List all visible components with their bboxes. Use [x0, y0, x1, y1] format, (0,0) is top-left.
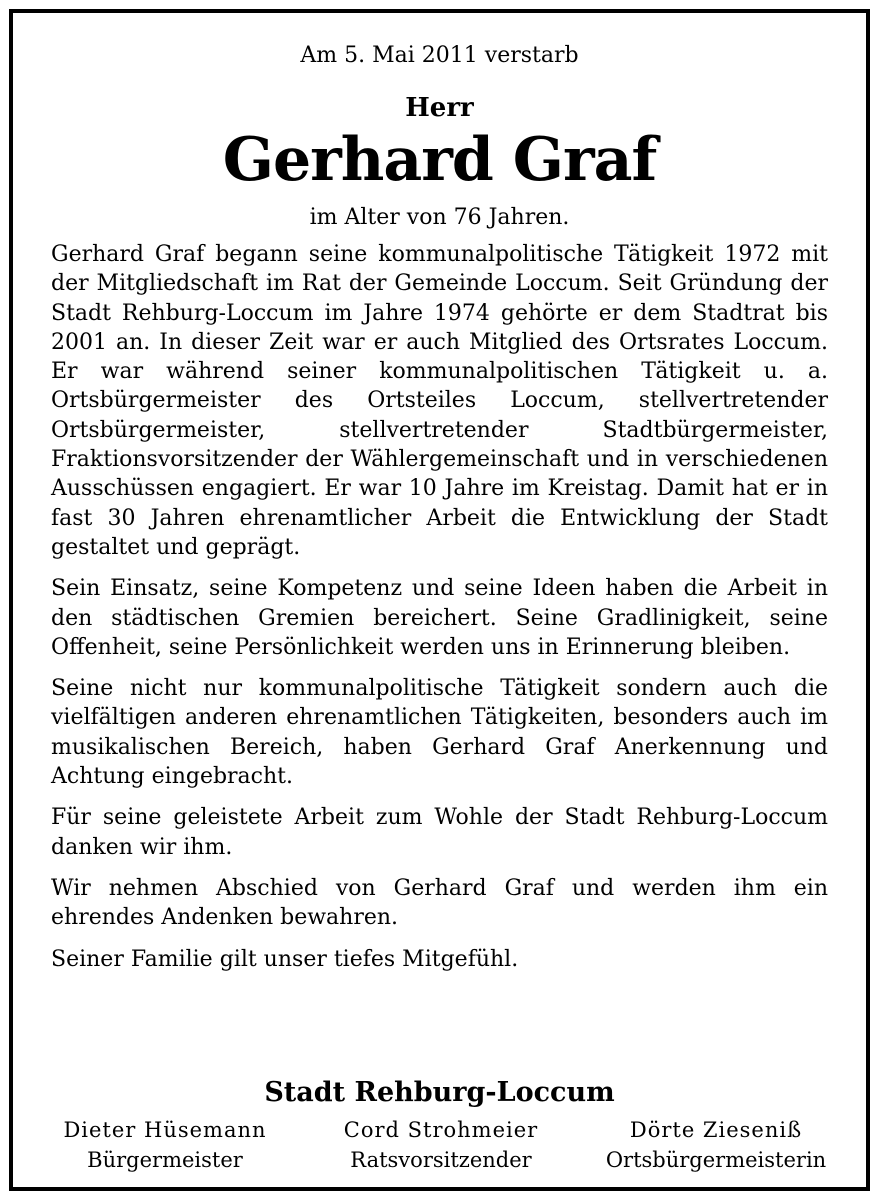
signatory-title: Ortsbürgermeisterin [605, 1148, 827, 1172]
organization-name: Stadt Rehburg-Loccum [264, 1077, 615, 1108]
signatory [45, 1115, 285, 1175]
signatory-name: Dieter Hüsemann [63, 1118, 267, 1142]
paragraph-farewell: Wir nehmen Abschied von Gerhard Graf und werden ihm ein ehrendes Andenken bewahren. [51, 875, 828, 931]
obituary-notice [9, 9, 870, 1191]
signatory-name: Dörte Zieseniß [629, 1118, 803, 1142]
signatory-title: Bürgermeister [87, 1148, 243, 1172]
signatory [576, 1115, 856, 1175]
paragraph-condolence: Seiner Familie gilt unser tiefes Mitgefühl. [51, 946, 519, 972]
age-line: im Alter von 76 Jahren. [309, 205, 570, 230]
signatory-name: Cord Strohmeier [343, 1118, 539, 1142]
paragraph-volunteering: Seine nicht nur kommunalpolitische Tätigkeit sondern auch die vielfältigen anderen ehrenamtlichen Tätigkeiten, besonders auch im musikalischen Bereich, haben Gerhard Graf Anerkennung und Achtung eingebracht. [51, 676, 828, 790]
paragraph-career: Gerhard Graf begann seine kommunalpolitische Tätigkeit 1972 mit der Mitgliedschaft im Rat der Gemeinde Loccum. Seit Gründung der Stadt Rehburg-Loccum im Jahre 1974 gehörte er dem Stadtrat bis 2001 an. In dieser Zeit war er auch Mitglied des Ortsrates Loccum. Er war während seiner kommunalpolitischen Tätigkeit u. a. Ortsbürgermeister des Ortsteiles Loccum, stellvertretender Ortsbürgermeister, stellvertretender Stadtbürgermeister, Fraktionsvorsitzender der Wählergemeinschaft und in verschiedenen Ausschüssen engagiert. Er war 10 Jahre im Kreistag. Damit hat er in fast 30 Jahren ehrenamtlicher Arbeit die Entwicklung der Stadt gestaltet und geprägt. [51, 242, 828, 560]
paragraph-tribute: Sein Einsatz, seine Kompetenz und seine Ideen haben die Arbeit in den städtischen Gremien bereichert. Seine Gradlinigkeit, seine Offenheit, seine Persönlichkeit werden uns in Erinnerung bleiben. [51, 576, 828, 660]
notice-body [51, 240, 828, 986]
deceased-name: Gerhard Graf [222, 125, 657, 195]
signatory [321, 1115, 561, 1175]
signatory-title: Ratsvorsitzender [350, 1148, 532, 1172]
date-line: Am 5. Mai 2011 verstarb [300, 43, 579, 68]
notice-content [51, 13, 828, 1187]
paragraph-thanks: Für seine geleistete Arbeit zum Wohle der Stadt Rehburg-Loccum danken wir ihm. [51, 805, 828, 860]
salutation: Herr [405, 93, 474, 123]
